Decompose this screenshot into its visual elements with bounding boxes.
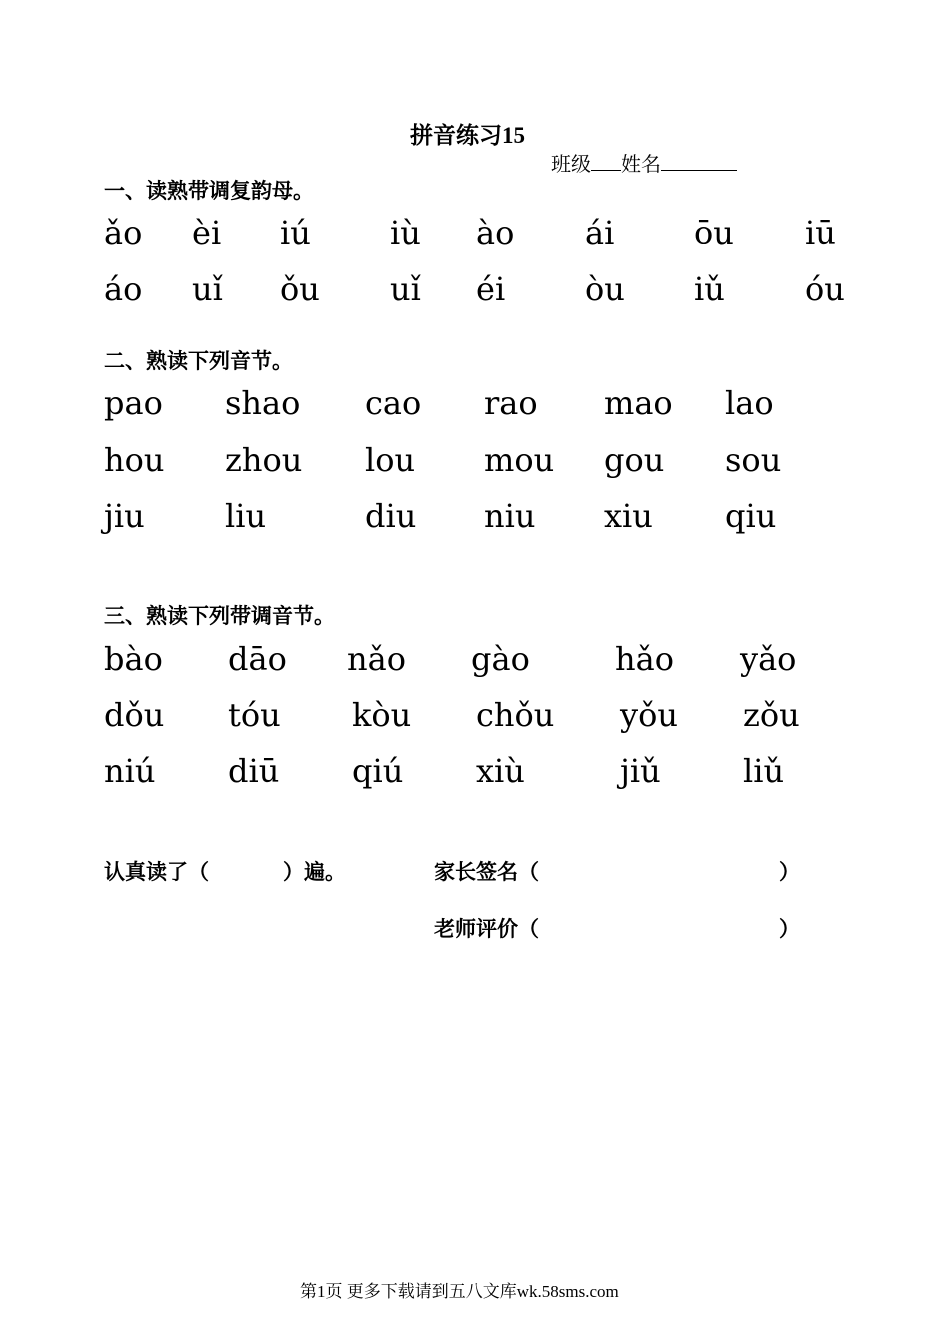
pinyin-syllable: óu [805, 270, 845, 308]
teacher-comment-label: 老师评价（ [434, 917, 539, 941]
pinyin-syllable: hǎo [615, 640, 674, 678]
section3-heading: 三、熟读下列带调音节。 [104, 604, 335, 628]
page-title: 拼音练习15 [410, 123, 525, 148]
pinyin-syllable: rao [484, 384, 538, 422]
pinyin-syllable: yǒu [620, 696, 678, 734]
pinyin-syllable: gou [604, 441, 665, 479]
parent-signature-close: ） [779, 860, 800, 884]
pinyin-syllable: hou [104, 441, 165, 479]
pinyin-syllable: lou [365, 441, 416, 479]
section2-heading: 二、熟读下列音节。 [104, 349, 293, 373]
pinyin-syllable: kòu [352, 696, 412, 734]
pinyin-syllable: shao [225, 384, 301, 422]
pinyin-syllable: chǒu [476, 696, 555, 734]
pinyin-syllable: mao [604, 384, 673, 422]
read-count-prefix: 认真读了（ [104, 860, 209, 884]
pinyin-syllable: zhou [225, 441, 303, 479]
pinyin-syllable: bào [104, 640, 163, 678]
pinyin-syllable: ǒu [280, 270, 320, 308]
pinyin-syllable: dāo [228, 640, 287, 678]
name-label: 姓名 [621, 154, 661, 176]
pinyin-syllable: iū [805, 214, 836, 252]
pinyin-syllable: niu [484, 497, 536, 535]
pinyin-syllable: jiǔ [620, 752, 661, 790]
pinyin-syllable: tóu [228, 696, 281, 734]
class-blank[interactable] [591, 150, 621, 171]
name-blank[interactable] [661, 150, 737, 171]
section1-heading: 一、读熟带调复韵母。 [104, 179, 314, 203]
class-name-line [551, 148, 737, 177]
parent-signature-field[interactable] [560, 858, 770, 884]
pinyin-syllable: diu [365, 497, 417, 535]
pinyin-syllable: qiu [725, 497, 777, 535]
pinyin-syllable: ōu [694, 214, 734, 252]
pinyin-syllable: nǎo [347, 640, 406, 678]
pinyin-syllable: áo [104, 270, 143, 308]
pinyin-syllable: cao [365, 384, 422, 422]
pinyin-syllable: jiu [104, 497, 145, 535]
pinyin-syllable: òu [585, 270, 625, 308]
pinyin-syllable: iú [280, 214, 311, 252]
pinyin-syllable: niú [104, 752, 156, 790]
pinyin-syllable: mou [484, 441, 555, 479]
pinyin-syllable: iù [390, 214, 421, 252]
pinyin-syllable: dǒu [104, 696, 165, 734]
pinyin-syllable: diū [228, 752, 280, 790]
pinyin-syllable: liu [225, 497, 267, 535]
pinyin-syllable: iǔ [694, 270, 725, 308]
pinyin-syllable: ào [476, 214, 515, 252]
class-label: 班级 [551, 154, 591, 176]
parent-signature-label: 家长签名（ [434, 860, 539, 884]
pinyin-syllable: éi [476, 270, 506, 308]
teacher-comment-close: ） [779, 917, 800, 941]
pinyin-syllable: yǎo [740, 640, 797, 678]
pinyin-syllable: xiu [604, 497, 653, 535]
pinyin-syllable: zǒu [743, 696, 800, 734]
pinyin-syllable: liǔ [743, 752, 785, 790]
teacher-comment-field[interactable] [560, 915, 770, 941]
pinyin-syllable: ǎo [104, 214, 143, 252]
pinyin-syllable: uǐ [390, 270, 421, 308]
read-count-suffix: ）遍。 [283, 860, 346, 884]
pinyin-syllable: ái [585, 214, 615, 252]
pinyin-syllable: xiù [476, 752, 525, 790]
pinyin-syllable: sou [725, 441, 782, 479]
pinyin-syllable: uǐ [192, 270, 223, 308]
pinyin-syllable: gào [471, 640, 530, 678]
pinyin-syllable: èi [192, 214, 222, 252]
page-footer: 第1页 更多下载请到五八文库wk.58sms.com [300, 1282, 619, 1301]
read-count-field[interactable] [214, 858, 280, 884]
pinyin-syllable: lao [725, 384, 774, 422]
pinyin-syllable: qiú [352, 752, 404, 790]
pinyin-syllable: pao [104, 384, 163, 422]
